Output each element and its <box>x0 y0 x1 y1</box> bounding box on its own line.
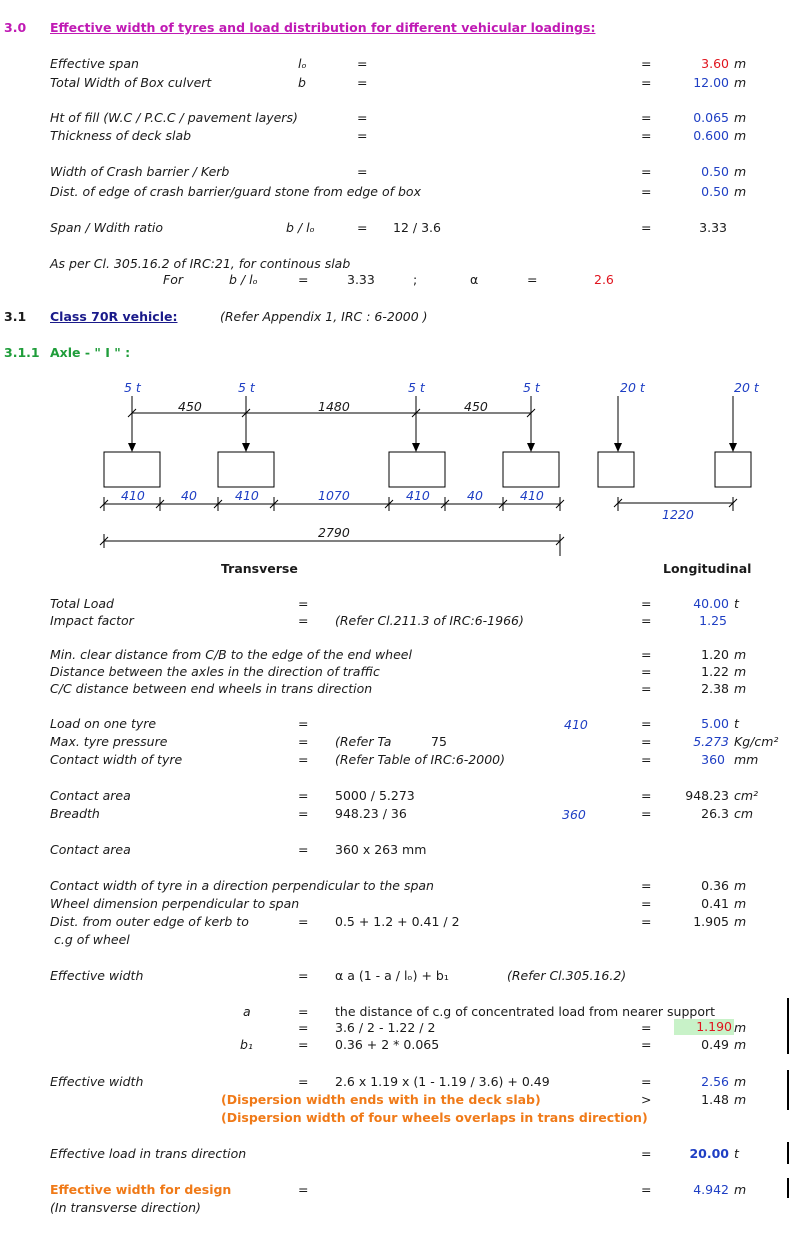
tyre-load-label: Load on one tyre <box>50 716 157 731</box>
axle-distance-value: 1.22 <box>701 664 729 679</box>
equals-sign: = <box>298 1037 309 1052</box>
b1-value: 0.49 <box>701 1037 729 1052</box>
effective-span-symbol: lₒ <box>298 56 307 71</box>
ratio-symbol: b / lₒ <box>229 272 258 287</box>
equals-sign: = <box>298 842 309 857</box>
equals-sign: = <box>357 56 368 71</box>
dispersion-width-value: 1.48 <box>701 1092 729 1107</box>
contact-width-value: 360 <box>701 752 725 767</box>
unit: mm <box>734 752 759 767</box>
transverse-label: Transverse <box>221 561 298 576</box>
tyre-load-value: 5.00 <box>701 716 729 731</box>
b1-expression: 0.36 + 2 * 0.065 <box>335 1037 440 1052</box>
equals-sign: = <box>641 1074 652 1089</box>
dimension-label: 410 <box>406 488 430 503</box>
subsection-title: Axle - " I " : <box>50 345 131 360</box>
deck-thickness-label: Thickness of deck slab <box>50 128 192 143</box>
min-clearance-label: Min. clear distance from C/B to the edge of the end wheel <box>50 647 412 662</box>
equals-sign: = <box>641 647 652 662</box>
load-label: 5 t <box>523 380 540 395</box>
subsection-number: 3.1.1 <box>4 345 40 360</box>
equals-sign: = <box>641 752 652 767</box>
equals-sign: = <box>641 681 652 696</box>
equals-sign: = <box>641 734 652 749</box>
effective-width-expression: 2.6 x 1.19 x (1 - 1.19 / 3.6) + 0.49 <box>335 1074 550 1089</box>
dispersion-note-1: (Dispersion width ends with in the deck slab) <box>221 1092 541 1107</box>
for-label: For <box>163 272 183 287</box>
a-expression: 3.6 / 2 - 1.22 / 2 <box>335 1020 436 1035</box>
equals-sign: = <box>641 596 652 611</box>
equals-sign: = <box>641 716 652 731</box>
unit: m <box>734 1074 747 1089</box>
equals-sign: = <box>641 128 652 143</box>
unit: m <box>734 914 747 929</box>
equals-sign: = <box>298 914 309 929</box>
equals-sign: = <box>527 272 538 287</box>
contact-width-reference: (Refer Table of IRC:6-2000) <box>335 752 505 767</box>
fill-height-value: 0.065 <box>693 110 729 125</box>
axle-distance-label: Distance between the axles in the direction of traffic <box>50 664 380 679</box>
unit: m <box>734 164 747 179</box>
dimension-label: 410 <box>235 488 259 503</box>
dimension-label: 450 <box>464 399 488 414</box>
equals-sign: = <box>357 75 368 90</box>
impact-factor-label: Impact factor <box>50 613 134 628</box>
unit: m <box>734 128 747 143</box>
total-width-symbol: b <box>298 75 306 90</box>
contact-width-perpendicular-label: Contact width of tyre in a direction perpendicular to the span <box>50 878 434 893</box>
contact-area-expression: 5000 / 5.273 <box>335 788 415 803</box>
unit: m <box>734 878 747 893</box>
ratio-label: Span / Wdith ratio <box>50 220 163 235</box>
a-definition: the distance of c.g of concentrated load from nearer support <box>335 1004 716 1019</box>
alpha-symbol: α <box>470 272 479 287</box>
kerb-distance-label: Dist. from outer edge of kerb to <box>50 914 249 929</box>
equals-sign: = <box>298 788 309 803</box>
total-load-value: 40.00 <box>693 596 729 611</box>
ratio-value: 3.33 <box>347 272 375 287</box>
equals-sign: = <box>641 220 652 235</box>
unit: m <box>734 1182 747 1197</box>
unit: m <box>734 75 747 90</box>
equals-sign: = <box>641 806 652 821</box>
equals-sign: = <box>298 1004 309 1019</box>
equals-sign: = <box>641 788 652 803</box>
load-label: 5 t <box>124 380 141 395</box>
contact-width-label: Contact width of tyre <box>50 752 183 767</box>
effective-width-formula: α a (1 - a / lₒ) + b₁ <box>335 968 449 983</box>
equals-sign: = <box>641 184 652 199</box>
kerb-distance-label-2: c.g of wheel <box>54 932 130 947</box>
section-number: 3.1 <box>4 309 27 324</box>
breadth-label: Breadth <box>50 806 100 821</box>
dimension-label: 40 <box>181 488 197 503</box>
equals-sign: = <box>641 1182 652 1197</box>
fill-height-label: Ht of fill (W.C / P.C.C / pavement layers) <box>50 110 298 125</box>
section-reference: (Refer Appendix 1, IRC : 6-2000 ) <box>220 309 428 324</box>
equals-sign: = <box>641 1037 652 1052</box>
equals-sign: = <box>298 968 309 983</box>
tyre-width-label: 410 <box>564 717 588 732</box>
dispersion-note-2: (Dispersion width of four wheels overlaps in trans direction) <box>221 1110 648 1125</box>
unit: t <box>734 716 739 731</box>
unit: m <box>734 1037 747 1052</box>
a-value: 1.190 <box>674 1019 734 1035</box>
total-width-label: Total Width of Box culvert <box>50 75 212 90</box>
equals-sign: = <box>298 734 309 749</box>
a-symbol: a <box>243 1004 251 1019</box>
table-number: 75 <box>431 734 447 749</box>
load-label: 5 t <box>408 380 425 395</box>
unit: m <box>734 681 747 696</box>
equals-sign: = <box>357 110 368 125</box>
equals-sign: = <box>357 164 368 179</box>
equals-sign: = <box>641 664 652 679</box>
dimension-label: 410 <box>520 488 544 503</box>
contact-area-value: 948.23 <box>685 788 729 803</box>
ratio-value: 3.33 <box>699 220 727 235</box>
load-label: 5 t <box>238 380 255 395</box>
design-width-value: 4.942 <box>693 1182 729 1197</box>
section-title: Effective width of tyres and load distribution for different vehicular loadings: <box>50 20 596 35</box>
edge-distance-value: 0.50 <box>701 184 729 199</box>
dimension-label: 40 <box>467 488 483 503</box>
effective-load-value: 20.00 <box>689 1146 729 1161</box>
unit: m <box>734 1020 747 1035</box>
equals-sign: = <box>298 1074 309 1089</box>
tyre-pressure-reference: (Refer Ta <box>335 734 392 749</box>
dimension-label: 1480 <box>318 399 350 414</box>
effective-span-value: 3.60 <box>701 56 729 71</box>
contact-area-size: 360 x 263 mm <box>335 842 427 857</box>
min-clearance-value: 1.20 <box>701 647 729 662</box>
effective-width-label: Effective width <box>50 1074 144 1089</box>
equals-sign: = <box>357 220 368 235</box>
design-width-note: (In transverse direction) <box>50 1200 201 1215</box>
effective-span-label: Effective span <box>50 56 139 71</box>
effective-width-label: Effective width <box>50 968 144 983</box>
unit: m <box>734 110 747 125</box>
load-label: 20 t <box>734 380 759 395</box>
equals-sign: = <box>641 878 652 893</box>
cc-distance-value: 2.38 <box>701 681 729 696</box>
contact-area-label: Contact area <box>50 842 131 857</box>
equals-sign: = <box>641 613 652 628</box>
contact-area-label: Contact area <box>50 788 131 803</box>
equals-sign: = <box>298 752 309 767</box>
wheel-dimension-value: 0.41 <box>701 896 729 911</box>
barrier-width-value: 0.50 <box>701 164 729 179</box>
barrier-width-label: Width of Crash barrier / Kerb <box>50 164 230 179</box>
section-title: Class 70R vehicle: <box>50 309 178 324</box>
kerb-distance-expression: 0.5 + 1.2 + 0.41 / 2 <box>335 914 460 929</box>
tyre-contact-label: 360 <box>562 807 586 822</box>
equals-sign: = <box>641 164 652 179</box>
section-number: 3.0 <box>4 20 27 35</box>
unit: m <box>734 184 747 199</box>
cc-distance-label: C/C distance between end wheels in trans direction <box>50 681 373 696</box>
tyre-pressure-value: 5.273 <box>693 734 729 749</box>
impact-reference: (Refer Cl.211.3 of IRC:6-1966) <box>335 613 524 628</box>
unit: m <box>734 1092 747 1107</box>
b1-symbol: b₁ <box>240 1037 253 1052</box>
equals-sign: = <box>298 716 309 731</box>
formula-reference: (Refer Cl.305.16.2) <box>507 968 627 983</box>
equals-sign: = <box>641 914 652 929</box>
equals-sign: = <box>641 75 652 90</box>
equals-sign: = <box>641 56 652 71</box>
design-width-label: Effective width for design <box>50 1182 232 1197</box>
ratio-expression: 12 / 3.6 <box>393 220 441 235</box>
breadth-expression: 948.23 / 36 <box>335 806 407 821</box>
unit: cm <box>734 806 754 821</box>
ratio-symbol: b / lₒ <box>286 220 315 235</box>
equals-sign: = <box>357 128 368 143</box>
overall-dimension: 2790 <box>318 525 350 540</box>
contact-width-perpendicular-value: 0.36 <box>701 878 729 893</box>
dimension-label: 1070 <box>318 488 350 503</box>
unit: m <box>734 896 747 911</box>
equals-sign: = <box>298 272 309 287</box>
equals-sign: = <box>298 613 309 628</box>
equals-sign: = <box>641 896 652 911</box>
unit: m <box>734 647 747 662</box>
equals-sign: = <box>298 1020 309 1035</box>
load-label: 20 t <box>620 380 645 395</box>
edge-distance-label: Dist. of edge of crash barrier/guard stone from edge of box <box>50 184 421 199</box>
equals-sign: = <box>298 596 309 611</box>
clause-line: As per Cl. 305.16.2 of IRC:21, for continous slab <box>50 256 351 271</box>
unit: m <box>734 664 747 679</box>
tyre-pressure-label: Max. tyre pressure <box>50 734 168 749</box>
equals-sign: = <box>641 110 652 125</box>
equals-sign: = <box>641 1020 652 1035</box>
effective-width-value: 2.56 <box>701 1074 729 1089</box>
longitudinal-label: Longitudinal <box>663 561 752 576</box>
unit: Kg/cm² <box>734 734 779 749</box>
effective-load-label: Effective load in trans direction <box>50 1146 247 1161</box>
unit: t <box>734 1146 739 1161</box>
greater-than-sign: > <box>641 1092 652 1107</box>
semicolon: ; <box>413 272 418 287</box>
longitudinal-dimension: 1220 <box>662 507 694 522</box>
kerb-distance-value: 1.905 <box>693 914 729 929</box>
equals-sign: = <box>298 1182 309 1197</box>
equals-sign: = <box>298 806 309 821</box>
unit: m <box>734 56 747 71</box>
alpha-value: 2.6 <box>594 272 614 287</box>
total-width-value: 12.00 <box>693 75 729 90</box>
impact-factor-value: 1.25 <box>699 613 727 628</box>
wheel-dimension-label: Wheel dimension perpendicular to span <box>50 896 300 911</box>
deck-thickness-value: 0.600 <box>693 128 729 143</box>
breadth-value: 26.3 <box>701 806 729 821</box>
total-load-label: Total Load <box>50 596 114 611</box>
dimension-label: 410 <box>121 488 145 503</box>
dimension-label: 450 <box>178 399 202 414</box>
unit: t <box>734 596 739 611</box>
equals-sign: = <box>641 1146 652 1161</box>
unit: cm² <box>734 788 759 803</box>
